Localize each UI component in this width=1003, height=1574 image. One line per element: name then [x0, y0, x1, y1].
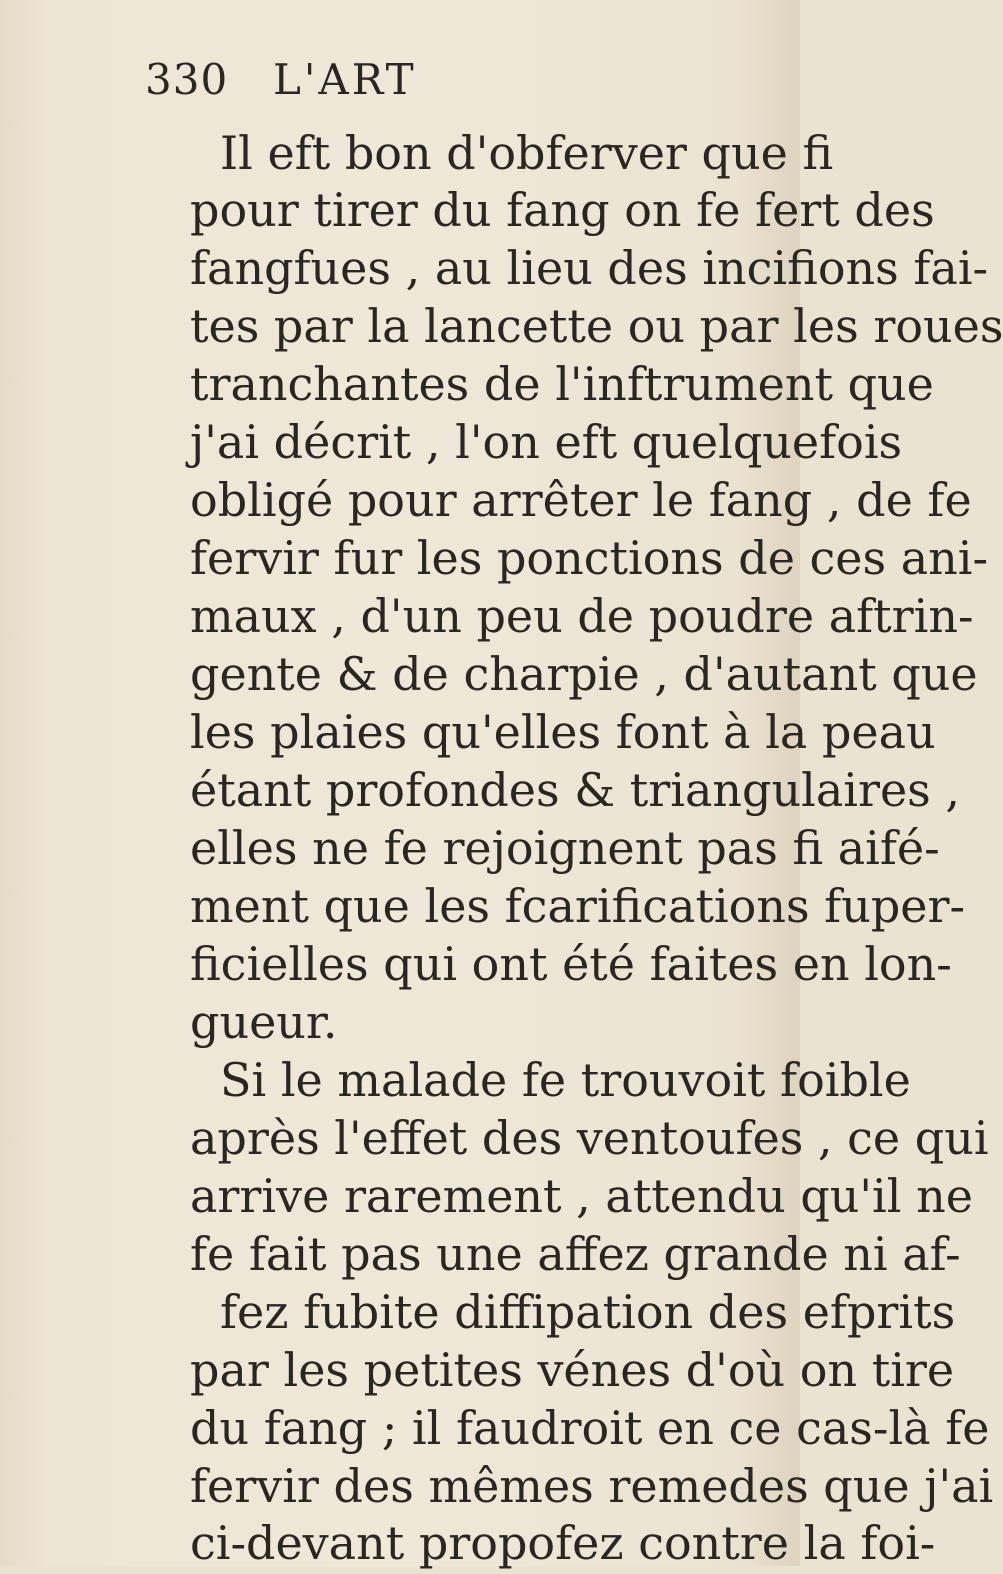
- text-line: j'ai décrit , l'on eft quelquefois: [190, 415, 903, 469]
- text-line: tranchantes de l'inftrument que: [190, 357, 934, 411]
- text-line: après l'effet des ventoufes , ce qui: [190, 1111, 989, 1165]
- running-title: L'ART: [273, 55, 417, 104]
- text-line: arrive rarement , attendu qu'il ne: [190, 1169, 973, 1223]
- text-line: obligé pour arrêter le fang , de fe: [190, 473, 972, 527]
- text-line: gueur.: [190, 995, 338, 1049]
- text-line: elles ne fe rejoignent pas fi aifé-: [190, 821, 940, 875]
- text-line: maux , d'un peu de poudre aftrin-: [190, 589, 974, 643]
- text-line: les plaies qu'elles font à la peau: [190, 705, 936, 759]
- text-line: fervir des mêmes remedes que j'ai: [190, 1459, 994, 1513]
- text-line: ment que les fcarifications fuper-: [190, 879, 966, 933]
- text-line: fervir fur les ponctions de ces ani-: [190, 531, 989, 585]
- text-line: pour tirer du fang on fe fert des: [190, 183, 935, 237]
- text-line: Il eft bon d'obferver que fi: [220, 126, 834, 180]
- text-line: ficielles qui ont été faites en lon-: [190, 937, 952, 991]
- text-line: par les petites vénes d'où on tire: [190, 1343, 955, 1397]
- text-line: Si le malade fe trouvoit foible: [220, 1053, 911, 1107]
- text-line: fe fait pas une affez grande ni af-: [190, 1227, 961, 1281]
- text-line: étant profondes & triangulaires ,: [190, 763, 961, 817]
- text-line: fangfues , au lieu des incifions fai-: [190, 241, 989, 295]
- text-line: gente & de charpie , d'autant que: [190, 647, 978, 701]
- text-line: tes par la lancette ou par les roues: [190, 299, 1003, 353]
- text-line: du fang ; il faudroit en ce cas-là fe: [190, 1401, 990, 1455]
- page-number: 330: [145, 55, 229, 104]
- text-line: ci-devant propofez contre la foi-: [190, 1516, 936, 1570]
- text-line: fez fubite diffipation des efprits: [220, 1285, 956, 1339]
